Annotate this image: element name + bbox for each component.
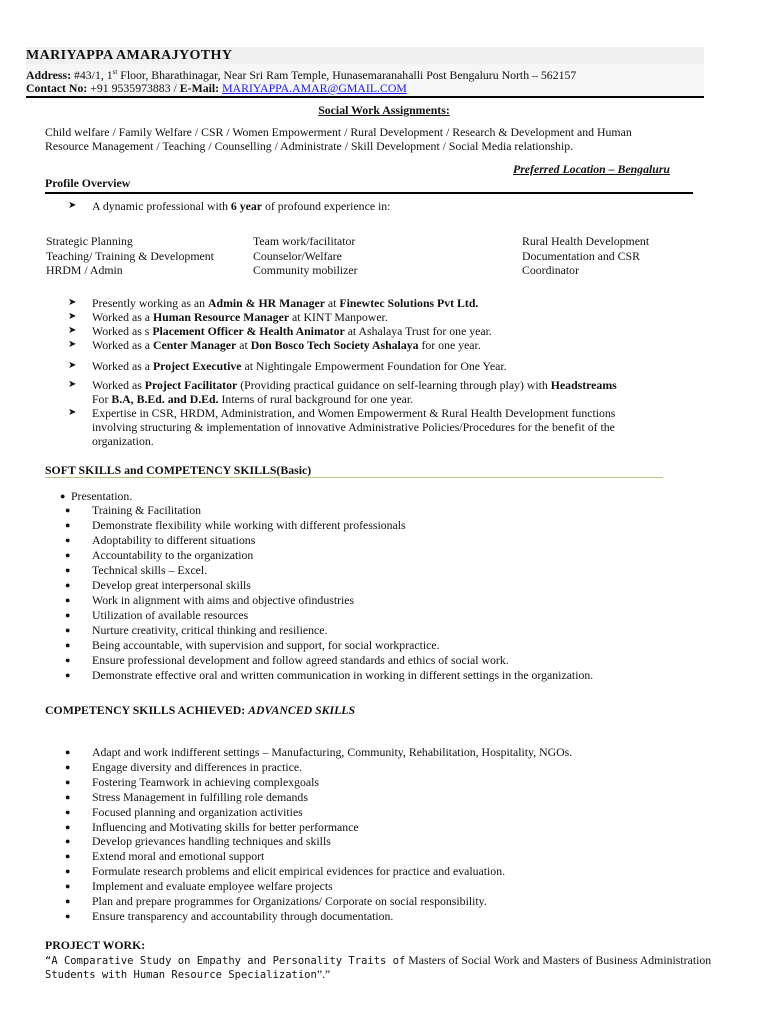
social-work-line-2: Resource Management / Teaching / Counselling / Administrate / Skill Development / Social Media relationship. <box>45 139 574 153</box>
experience-item <box>92 310 388 324</box>
arrow-bullet-icon: ➤ <box>68 407 77 418</box>
bullet-icon: ● <box>65 625 71 635</box>
text: “A Comparative Study on Empathy and Personality Traits of <box>45 955 406 967</box>
bullet-icon: ● <box>65 565 71 575</box>
text: Interns of rural background for one year. <box>218 392 414 406</box>
bullet-icon: ● <box>60 491 66 501</box>
skill-item: Formulate research problems and elicit empirical evidences for practice and evaluation. <box>92 864 506 879</box>
text: Worked as <box>92 378 145 392</box>
text: Masters of Social Work and Masters of Business Administration <box>405 953 712 967</box>
arrow-bullet-icon: ➤ <box>68 339 77 350</box>
text: Finewtec Solutions Pvt Ltd. <box>339 296 479 310</box>
grid-cell: Documentation and CSR <box>522 249 640 263</box>
text: For <box>92 392 112 406</box>
arrow-bullet-icon: ➤ <box>68 200 77 211</box>
text: (Providing practical guidance on self-learning through play) with <box>237 378 551 392</box>
profile-divider <box>45 192 693 194</box>
grid-cell: Team work/facilitator <box>253 234 356 248</box>
competency-title <box>45 703 355 717</box>
intro-a: A dynamic professional with <box>92 199 231 213</box>
address-value-a: #43/1, 1 <box>73 67 113 82</box>
text: at <box>236 338 251 352</box>
social-work-title: Social Work Assignments: <box>318 103 450 117</box>
skill-item: Develop great interpersonal skills <box>92 578 251 592</box>
address-label: Address: <box>26 67 72 82</box>
address-line <box>26 65 576 82</box>
skill-item: Plan and prepare programmes for Organizations/ Corporate on social responsibility. <box>92 894 487 908</box>
arrow-bullet-icon: ➤ <box>68 360 77 371</box>
soft-skills-divider <box>45 477 663 478</box>
skill-item: Training & Facilitation <box>92 503 202 517</box>
email-link[interactable]: MARIYAPPA.AMAR@GMAIL.COM <box>222 81 407 95</box>
grid-cell: HRDM / Admin <box>46 263 123 277</box>
bullet-icon: ● <box>65 550 71 560</box>
bullet-icon: ● <box>65 881 71 892</box>
bullet-icon: ● <box>65 747 71 757</box>
text: Headstreams <box>550 378 617 392</box>
experience-item <box>92 324 492 338</box>
text: Students with Human Resource Specialization <box>45 969 317 981</box>
intro-c: of profound experience in: <box>262 199 391 213</box>
skill-item: Work in alignment with aims and objective ofindustries <box>92 593 355 607</box>
text: Project Executive <box>152 359 242 373</box>
bullet-icon: ● <box>65 610 71 620</box>
arrow-bullet-icon: ➤ <box>68 379 77 390</box>
arrow-bullet-icon: ➤ <box>68 325 77 336</box>
text: ADVANCED SKILLS <box>248 703 356 717</box>
grid-cell: Counselor/Welfare <box>253 249 342 263</box>
bullet-icon: ● <box>65 595 71 605</box>
text: Placement Officer & Health Animator <box>152 324 345 338</box>
bullet-icon: ● <box>65 655 71 665</box>
intro-b: 6 year <box>230 199 263 213</box>
skill-item: Nurture creativity, critical thinking and resilience. <box>92 623 328 637</box>
text: B.A, B.Ed. and D.Ed. <box>111 392 219 406</box>
skill-item: Develop grievances handling techniques and skills <box>92 834 331 849</box>
bullet-icon: ● <box>65 776 71 787</box>
bullet-icon: ● <box>65 806 71 817</box>
experience-item <box>92 296 478 310</box>
skill-item: Influencing and Motivating skills for better performance <box>92 819 359 834</box>
bullet-icon: ● <box>65 580 71 590</box>
text: at Ashalaya Trust for one year. <box>344 324 492 338</box>
text: Presently working as an <box>92 296 208 310</box>
text: COMPETENCY SKILLS ACHIEVED: <box>45 703 249 717</box>
bullet-icon: ● <box>65 896 71 906</box>
arrow-bullet-icon: ➤ <box>68 311 77 322</box>
skill-item: Accountability to the organization <box>92 548 254 562</box>
email-label: E-Mail: <box>179 81 220 95</box>
bullet-icon: ● <box>65 670 71 680</box>
bullet-icon: ● <box>65 821 71 832</box>
text: Center Manager <box>152 338 237 352</box>
text: at <box>324 296 340 310</box>
grid-cell: Rural Health Development <box>522 234 650 248</box>
text: Don Bosco Tech Society Ashalaya <box>250 338 419 352</box>
bullet-icon: ● <box>65 910 71 921</box>
bullet-icon: ● <box>65 836 71 847</box>
skill-item: Being accountable, with supervision and support, for social workpractice. <box>92 638 440 652</box>
project-title: PROJECT WORK: <box>45 938 146 952</box>
experience-item-cont: involving structuring & implementation of innovative Administrative Policies/Procedures for the benefit of the <box>92 420 615 434</box>
skill-item: Extend moral and emotional support <box>92 849 265 864</box>
bullet-icon: ● <box>65 520 71 530</box>
text: Admin & HR Manager <box>207 296 325 310</box>
bullet-icon: ● <box>65 640 71 650</box>
header-divider <box>26 96 704 98</box>
bullet-icon: ● <box>65 851 71 862</box>
skill-item: Engage diversity and differences in practice. <box>92 759 303 774</box>
contact-value: +91 9535973883 / <box>87 81 180 95</box>
bullet-icon: ● <box>65 866 71 877</box>
text: Project Facilitator <box>144 378 238 392</box>
grid-cell: Coordinator <box>522 263 580 277</box>
skill-item: Fostering Teamwork in achieving complexgoals <box>92 774 319 789</box>
text: Worked as a <box>92 310 153 324</box>
contact-line <box>26 81 407 95</box>
preferred-location: Preferred Location – Bengaluru <box>513 162 670 176</box>
bullet-icon: ● <box>65 791 71 802</box>
grid-cell: Community mobilizer <box>253 263 358 277</box>
skill-item: Presentation. <box>71 489 133 503</box>
bullet-icon: ● <box>65 761 71 772</box>
grid-cell: Strategic Planning <box>46 234 133 248</box>
arrow-bullet-icon: ➤ <box>68 297 77 308</box>
project-line-2 <box>45 967 330 982</box>
experience-item-cont: organization. <box>92 434 154 448</box>
experience-item-cont <box>92 392 413 406</box>
social-work-line-1: Child welfare / Family Welfare / CSR / Women Empowerment / Rural Development / Research & Development and Human <box>45 125 632 139</box>
experience-item: Expertise in CSR, HRDM, Administration, and Women Empowerment & Rural Health Development functions <box>92 406 616 420</box>
skill-item: Demonstrate flexibility while working with different professionals <box>92 518 406 532</box>
skill-item: Stress Management in fulfilling role demands <box>92 789 308 804</box>
skill-item: Demonstrate effective oral and written communication in working in different settings in the organization. <box>92 668 594 682</box>
text: for one year. <box>418 338 481 352</box>
contact-label: Contact No: <box>26 81 88 95</box>
bullet-icon: ● <box>65 505 71 515</box>
skill-item: Utilization of available resources <box>92 608 249 622</box>
experience-item <box>92 338 481 352</box>
project-line-1 <box>45 953 711 968</box>
text: at Nightingale Empowerment Foundation for One Year. <box>241 359 507 373</box>
skill-item: Adoptability to different situations <box>92 533 256 547</box>
skill-item: Focused planning and organization activities <box>92 804 303 819</box>
experience-item <box>92 359 507 373</box>
profile-title: Profile Overview <box>45 176 131 190</box>
candidate-name: MARIYAPPA AMARAJYOTHY <box>26 48 233 63</box>
text: Human Resource Manager <box>152 310 290 324</box>
experience-item <box>92 378 617 392</box>
text: Worked as a <box>92 359 153 373</box>
skill-item: Adapt and work indifferent settings – Manufacturing, Community, Rehabilitation, Hospitality, NGOs. <box>92 745 573 759</box>
profile-intro <box>92 199 390 213</box>
skill-item: Technical skills – Excel. <box>92 563 208 577</box>
text: Worked as a <box>92 338 153 352</box>
skill-item: Ensure transparency and accountability through documentation. <box>92 908 394 923</box>
text: ”.” <box>316 967 331 981</box>
skill-item: Implement and evaluate employee welfare projects <box>92 879 333 894</box>
grid-cell: Teaching/ Training & Development <box>46 249 214 263</box>
address-sup: st <box>112 68 118 76</box>
soft-skills-title: SOFT SKILLS and COMPETENCY SKILLS(Basic) <box>45 463 312 477</box>
text: at KINT Manpower. <box>289 310 388 324</box>
skill-item: Ensure professional development and follow agreed standards and ethics of social work. <box>92 653 509 667</box>
bullet-icon: ● <box>65 535 71 545</box>
address-value-b: Floor, Bharathinagar, Near Sri Ram Temple, Hunasemaranahalli Post Bengaluru North – 562157 <box>117 67 577 82</box>
text: Worked as s <box>92 324 153 338</box>
